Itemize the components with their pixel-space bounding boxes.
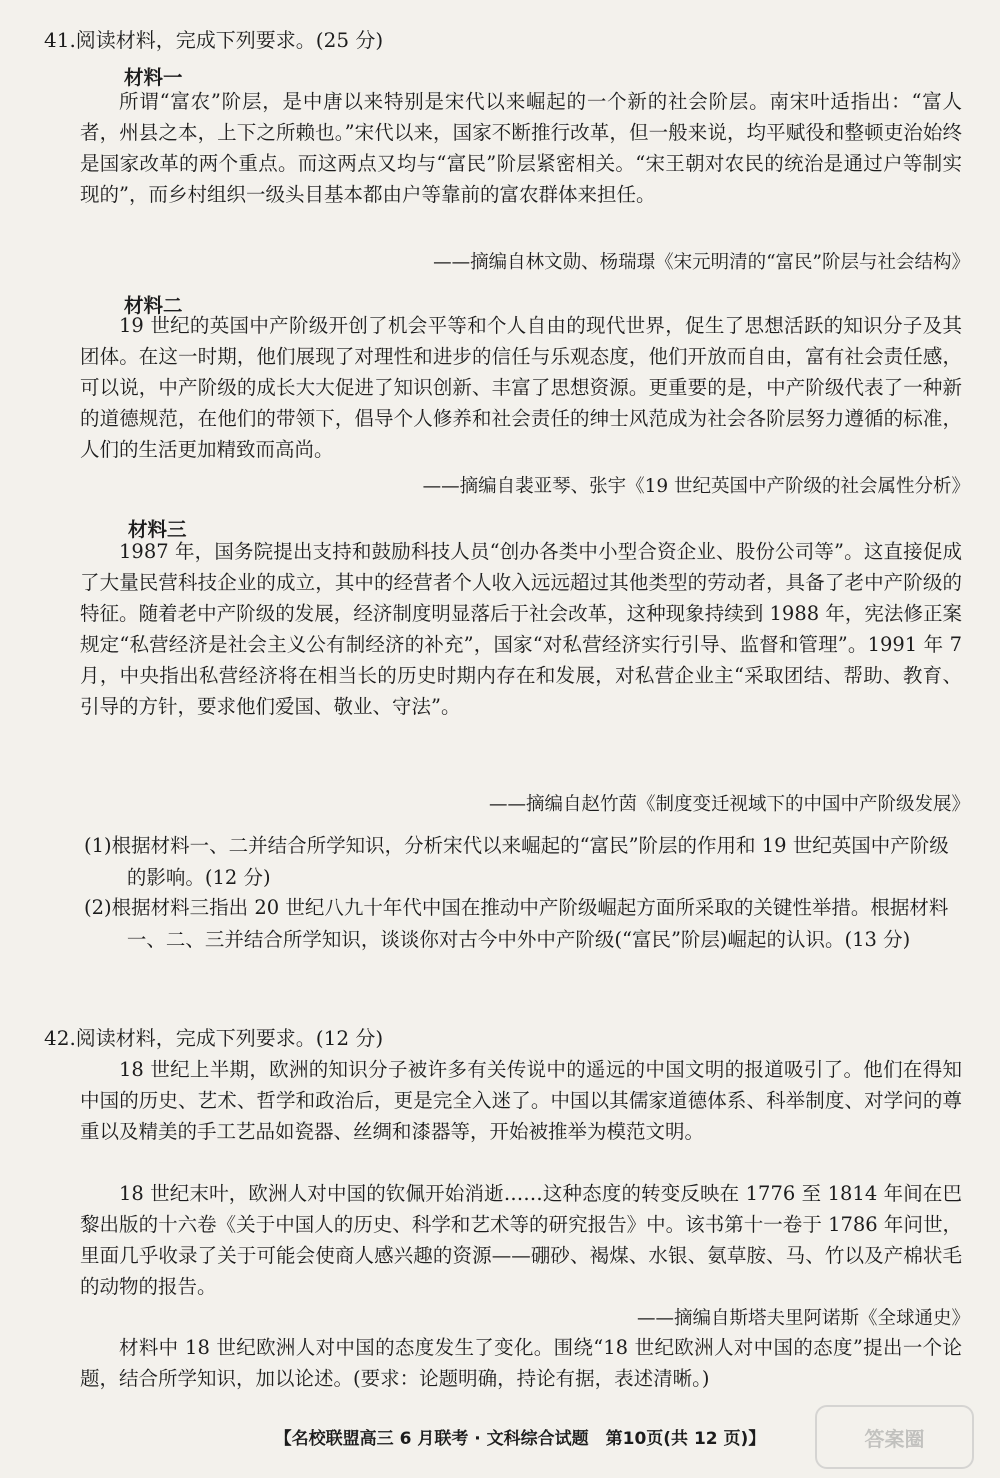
question-42-task: 材料中 18 世纪欧洲人对中国的态度发生了变化。围绕“18 世纪欧洲人对中国的态度”提出一个论题，结合所学知识，加以论述。(要求：论题明确，持论有据，表述清晰。) (80, 1336, 962, 1390)
question-42-heading: 42.阅读材料，完成下列要求。(12 分) (44, 1026, 384, 1050)
sub-question-2-text: (2)根据材料三指出 20 世纪八九十年代中国在推动中产阶级崛起方面所采取的关键性举措。根据材料一、二、三并结合所学知识，谈谈你对古今中外中产阶级(“富民”阶层)崛起的认识。(13 分) (84, 896, 949, 951)
material-3-title: 材料三 (128, 518, 187, 541)
question-42-paragraph-1: 18 世纪上半期，欧洲的知识分子被许多有关传说中的遥远的中国文明的报道吸引了。他们在得知中国的历史、艺术、哲学和政治后，更是完全入迷了。中国以其儒家道德体系、科举制度、对学问的尊重以及精美的手工艺品如瓷器、丝绸和漆器等，开始被推举为模范文明。 (80, 1058, 962, 1143)
page-footer: 【名校联盟高三 6 月联考 · 文科综合试题 第10页(共 12 页)】 (274, 1429, 766, 1449)
material-3-source: ——摘编自赵竹茵《制度变迁视域下的中国中产阶级发展》 (488, 794, 970, 815)
sub-question-2 (84, 892, 964, 956)
question-41-heading: 41.阅读材料，完成下列要求。(25 分) (44, 28, 384, 52)
material-2-source: ——摘编自裴亚琴、张宇《19 世纪英国中产阶级的社会属性分析》 (422, 476, 970, 497)
question-42-source: ——摘编自斯塔夫里阿诺斯《全球通史》 (636, 1308, 970, 1329)
material-1-text: 所谓“富农”阶层，是中唐以来特别是宋代以来崛起的一个新的社会阶层。南宋叶适指出：“富人者，州县之本，上下之所赖也。”宋代以来，国家不断推行改革，但一般来说，均平赋役和整顿吏治始终是国家改革的两个重点。而这两点又均与“富民”阶层紧密相关。“宋王朝对农民的统治是通过户等制实现的”，而乡村组织一级头目基本都由户等靠前的富农群体来担任。 (80, 90, 962, 206)
sub-question-1-text: (1)根据材料一、二并结合所学知识，分析宋代以来崛起的“富民”阶层的作用和 19 世纪英国中产阶级的影响。(12 分) (84, 834, 949, 889)
material-1-title: 材料一 (124, 66, 183, 89)
material-1-source: ——摘编自林文勋、杨瑞璟《宋元明清的“富民”阶层与社会结构》 (433, 252, 970, 273)
material-2-text: 19 世纪的英国中产阶级开创了机会平等和个人自由的现代世界，促生了思想活跃的知识分子及其团体。在这一时期，他们展现了对理性和进步的信任与乐观态度，他们开放而自由，富有社会责任感，可以说，中产阶级的成长大大促进了知识创新、丰富了思想资源。更重要的是，中产阶级代表了一种新的道德规范，在他们的带领下，倡导个人修养和社会责任的绅士风范成为社会各阶层努力遵循的标准，人们的生活更加精致而高尚。 (80, 314, 962, 461)
material-3-text: 1987 年，国务院提出支持和鼓励科技人员“创办各类中小型合资企业、股份公司等”。这直接促成了大量民营科技企业的成立，其中的经营者个人收入远远超过其他类型的劳动者，具备了老中产阶级的特征。随着老中产阶级的发展，经济制度明显落后于社会改革，这种现象持续到 1988 年，宪法修正案规定“私营经济是社会主义公有制经济的补充”，国家“对私营经济实行引导、监督和管理”。1991 年 7 月，中央指出私营经济将在相当长的历史时期内存在和发展，对私营企业主“采取团结、帮助、教育、引导的方针，要求他们爱国、敬业、守法”。 (80, 540, 962, 718)
question-42-paragraph-2: 18 世纪末叶，欧洲人对中国的钦佩开始消逝……这种态度的转变反映在 1776 至 1814 年间在巴黎出版的十六卷《关于中国人的历史、科学和艺术等的研究报告》中。该书第十一卷于 1786 年问世，里面几乎收录了关于可能会使商人感兴趣的资源——硼砂、褐煤、水银、氨草胺、马、竹以及产棉状毛的动物的报告。 (80, 1182, 962, 1298)
material-2-title: 材料二 (124, 294, 183, 317)
watermark-logo (815, 1405, 974, 1469)
watermark-text: 答案圈 (864, 1426, 925, 1451)
sub-question-1 (84, 830, 964, 894)
